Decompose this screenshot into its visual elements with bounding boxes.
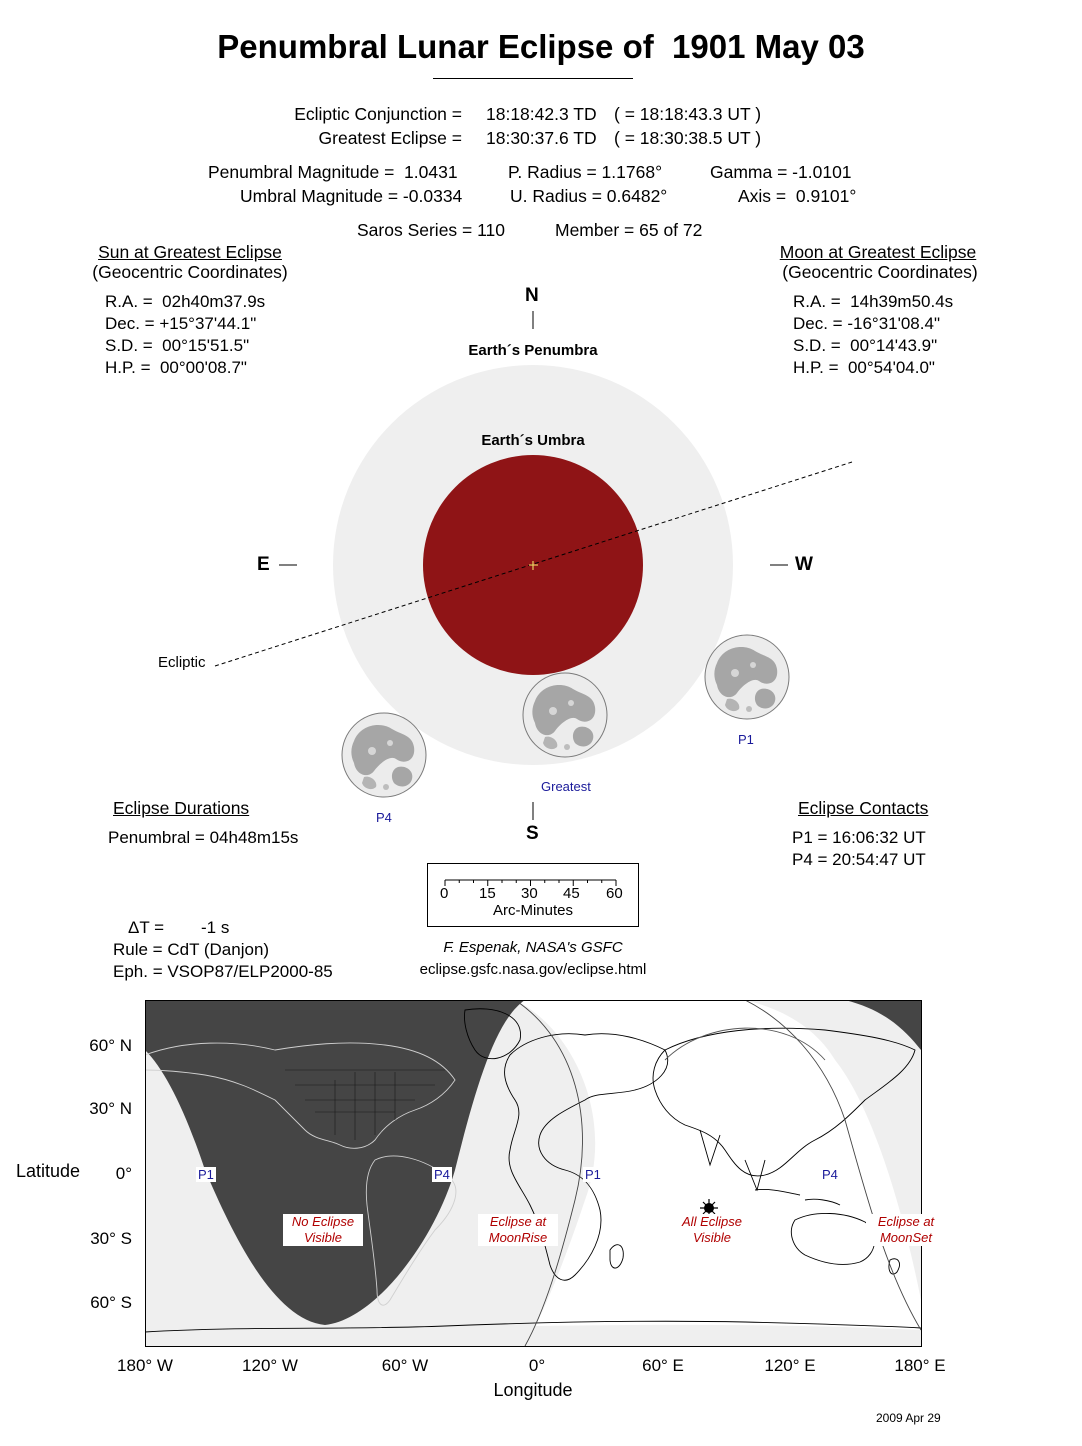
durations-heading: Eclipse Durations: [113, 798, 250, 818]
lon-tick-180w: 180° W: [117, 1356, 173, 1375]
moon-heading: Moon at Greatest Eclipse: [779, 242, 977, 262]
sun-ra: R.A. = 02h40m37.9s: [105, 292, 266, 311]
penumbra-radius: P. Radius = 1.1768°: [508, 162, 663, 182]
moon-p4: [342, 713, 426, 797]
scale-tick-30: 30: [521, 885, 538, 902]
region-moonrise: [478, 1214, 558, 1246]
publication-date: 2009 Apr 29: [876, 1411, 941, 1425]
sun-heading: Sun at Greatest Eclipse: [98, 242, 282, 262]
greatest-eclipse-ut: ( = 18:30:38.5 UT ): [614, 128, 762, 148]
lon-tick-120w: 120° W: [242, 1356, 298, 1375]
contact-p1: P1 = 16:06:32 UT: [792, 828, 926, 847]
map-p1-east-label: P1: [585, 1167, 601, 1182]
region-moonrise-line1: Eclipse at: [489, 1214, 547, 1229]
map-p1-west-label: P1: [198, 1167, 214, 1182]
moon-subheading: (Geocentric Coordinates): [782, 262, 978, 282]
map-p4-east-label: P4: [822, 1167, 838, 1182]
delta-t-value: -1 s: [201, 918, 230, 937]
saros-series: Saros Series = 110: [357, 220, 506, 240]
umbral-magnitude: Umbral Magnitude = -0.0334: [240, 186, 463, 206]
map-p4-west-label: P4: [434, 1167, 450, 1182]
moon-hp: H.P. = 00°54'04.0": [793, 358, 935, 377]
region-no-eclipse: [283, 1214, 363, 1246]
sun-dec: Dec. = +15°37'44.1": [105, 314, 257, 333]
moon-ra: R.A. = 14h39m50.4s: [793, 292, 954, 311]
ecliptic-label: Ecliptic: [158, 654, 206, 671]
lat-tick-60s: 60° S: [90, 1293, 132, 1312]
greatest-eclipse-td: 18:30:37.6 TD: [486, 128, 597, 148]
region-moonset-line1: Eclipse at: [877, 1214, 935, 1229]
gamma-value: Gamma = -1.0101: [710, 162, 852, 182]
south-label: S: [526, 823, 539, 844]
moon-greatest: [523, 673, 607, 757]
region-all-visible-line1: All Eclipse: [682, 1214, 742, 1229]
region-moonrise-line2: MoonRise: [488, 1230, 548, 1245]
greatest-eclipse-label: Greatest Eclipse =: [318, 128, 462, 148]
scale-tick-60: 60: [606, 885, 623, 902]
scale-tick-0: 0: [440, 885, 449, 902]
saros-member: Member = 65 of 72: [555, 220, 703, 240]
map-y-axis-label: Latitude: [16, 1161, 81, 1181]
moon-greatest-label: Greatest: [541, 779, 591, 794]
ephemeris-text: Eph. = VSOP87/ELP2000-85: [113, 962, 333, 981]
east-label: E: [257, 554, 270, 575]
moon-dec: Dec. = -16°31'08.4": [793, 314, 940, 333]
moon-p1: [705, 635, 789, 719]
north-label: N: [525, 285, 539, 306]
lon-tick-180e: 180° E: [894, 1356, 946, 1375]
scale-tick-45: 45: [563, 885, 580, 902]
lon-tick-120e: 120° E: [764, 1356, 816, 1375]
source-url-text: eclipse.gsfc.nasa.gov/eclipse.html: [419, 961, 647, 978]
umbra-radius: U. Radius = 0.6482°: [510, 186, 668, 206]
lon-tick-0: 0°: [528, 1356, 546, 1375]
map-x-axis-label: Longitude: [493, 1380, 573, 1400]
ecliptic-conjunction-td: 18:18:42.3 TD: [486, 104, 597, 124]
region-all-visible-line2: Visible: [692, 1230, 732, 1245]
lat-tick-30n: 30° N: [89, 1099, 132, 1118]
visibility-map: [145, 1000, 923, 1348]
contacts-heading: Eclipse Contacts: [798, 798, 929, 818]
region-moonset: [866, 1214, 946, 1246]
contact-p4: P4 = 20:54:47 UT: [792, 850, 926, 869]
scale-tick-15: 15: [479, 885, 496, 902]
region-no-eclipse-line1: No Eclipse: [291, 1214, 355, 1229]
lon-tick-60w: 60° W: [381, 1356, 429, 1375]
moon-sd: S.D. = 00°14'43.9": [793, 336, 938, 355]
scale-label: Arc-Minutes: [492, 902, 574, 919]
rule-text: Rule = CdT (Danjon): [113, 940, 270, 959]
sun-hp: H.P. = 00°00'08.7": [105, 358, 247, 377]
region-all-visible: [672, 1214, 752, 1246]
penumbral-duration: Penumbral = 04h48m15s: [108, 828, 299, 847]
ecliptic-conjunction-label: Ecliptic Conjunction =: [294, 104, 462, 124]
umbra-label: Earth´s Umbra: [481, 432, 585, 449]
moon-p4-label: P4: [376, 810, 392, 825]
lat-tick-0: 0°: [115, 1164, 132, 1183]
lat-tick-30s: 30° S: [90, 1229, 132, 1248]
region-moonset-line2: MoonSet: [879, 1230, 933, 1245]
moon-p1-label: P1: [738, 732, 754, 747]
axis-value: Axis = 0.9101°: [738, 186, 857, 206]
credit-text: F. Espenak, NASA's GSFC: [443, 939, 623, 956]
region-no-eclipse-line2: Visible: [303, 1230, 343, 1245]
lat-tick-60n: 60° N: [89, 1036, 132, 1055]
sun-sd: S.D. = 00°15'51.5": [105, 336, 250, 355]
ecliptic-conjunction-ut: ( = 18:18:43.3 UT ): [614, 104, 762, 124]
west-label: W: [795, 554, 813, 575]
penumbral-magnitude: Penumbral Magnitude = 1.0431: [208, 162, 458, 182]
page-title: Penumbral Lunar Eclipse of 1901 May 03: [217, 28, 865, 65]
lon-tick-60e: 60° E: [642, 1356, 684, 1375]
penumbra-label: Earth´s Penumbra: [468, 342, 598, 359]
sun-subheading: (Geocentric Coordinates): [92, 262, 288, 282]
delta-t-label: ΔT =: [128, 918, 165, 937]
